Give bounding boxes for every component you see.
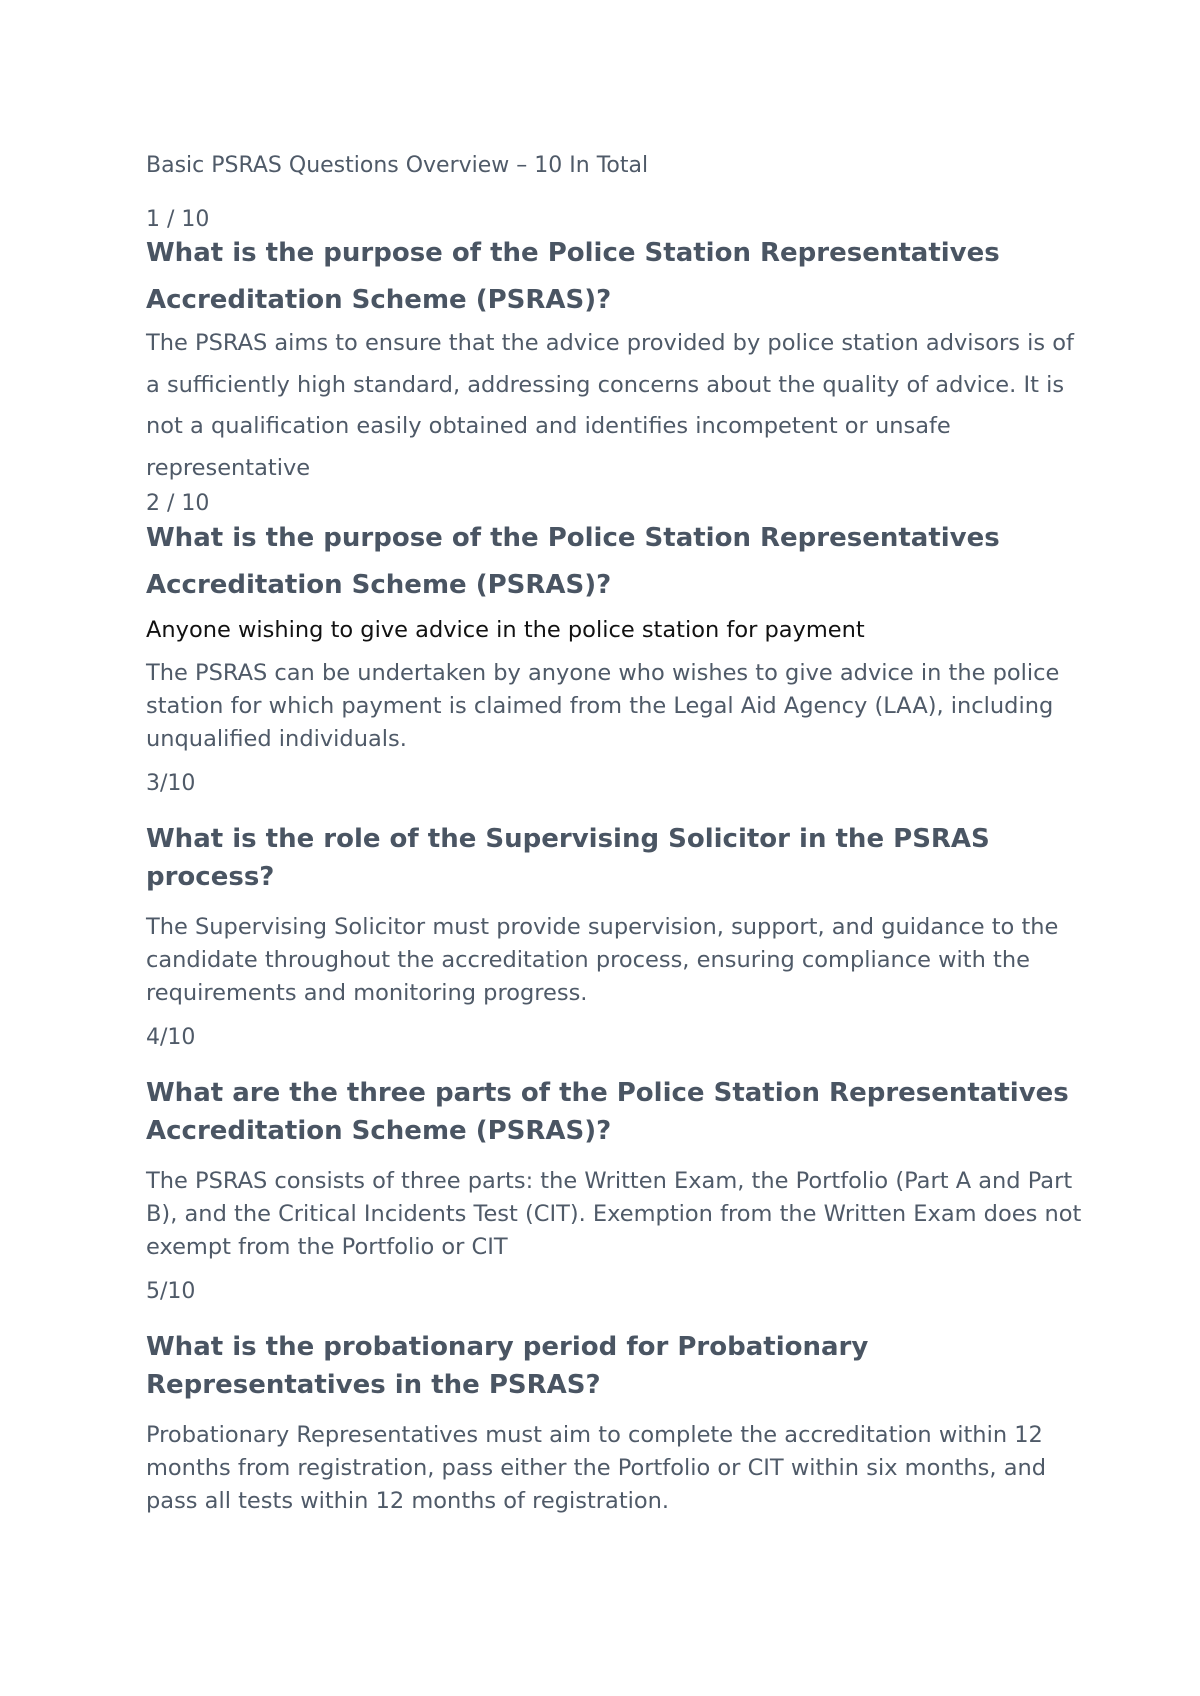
question-counter: 2 / 10 — [146, 491, 210, 516]
question-counter: 3/10 — [146, 771, 196, 796]
answer-text: The PSRAS can be undertaken by anyone who wishes to give advice in the police station for which payment is claimed from the Legal Aid Agency (LAA), including unqualified individuals. — [146, 660, 1060, 752]
question-heading: What is the role of the Supervising Solicitor in the PSRAS process? — [146, 824, 990, 892]
question-heading: What is the purpose of the Police Station Representatives Accreditation Scheme (PSRAS)? — [146, 523, 1000, 600]
answer-text: The Supervising Solicitor must provide supervision, support, and guidance to the candidate throughout the accreditation process, ensuring compliance with the requirements and monitoring progress. — [146, 914, 1059, 1006]
question-heading: What are the three parts of the Police Station Representatives Accreditation Scheme (PSRAS)? — [146, 1078, 1069, 1146]
document-title: Basic PSRAS Questions Overview – 10 In Total — [146, 153, 649, 178]
answer-text: The PSRAS aims to ensure that the advice provided by police station advisors is of a sufficiently high standard, addressing concerns about the quality of advice. It is not a qualification easily obtained and identifies incompetent or unsafe representative — [146, 330, 1074, 481]
question-counter: 4/10 — [146, 1025, 196, 1050]
answer-text: The PSRAS consists of three parts: the Written Exam, the Portfolio (Part A and Part B), and the Critical Incidents Test (CIT). Exemption from the Written Exam does not exempt from the Portfolio or CIT — [146, 1168, 1082, 1260]
question-counter: 5/10 — [146, 1279, 196, 1304]
question-heading: What is the probationary period for Probationary Representatives in the PSRAS? — [146, 1332, 869, 1400]
question-heading: What is the purpose of the Police Station Representatives Accreditation Scheme (PSRAS)? — [146, 238, 1000, 315]
answer-text: Probationary Representatives must aim to complete the accreditation within 12 months from registration, pass either the Portfolio or CIT within six months, and pass all tests within 12 months of registration. — [146, 1422, 1047, 1514]
short-answer: Anyone wishing to give advice in the police station for payment — [146, 617, 865, 643]
question-counter: 1 / 10 — [146, 207, 210, 232]
